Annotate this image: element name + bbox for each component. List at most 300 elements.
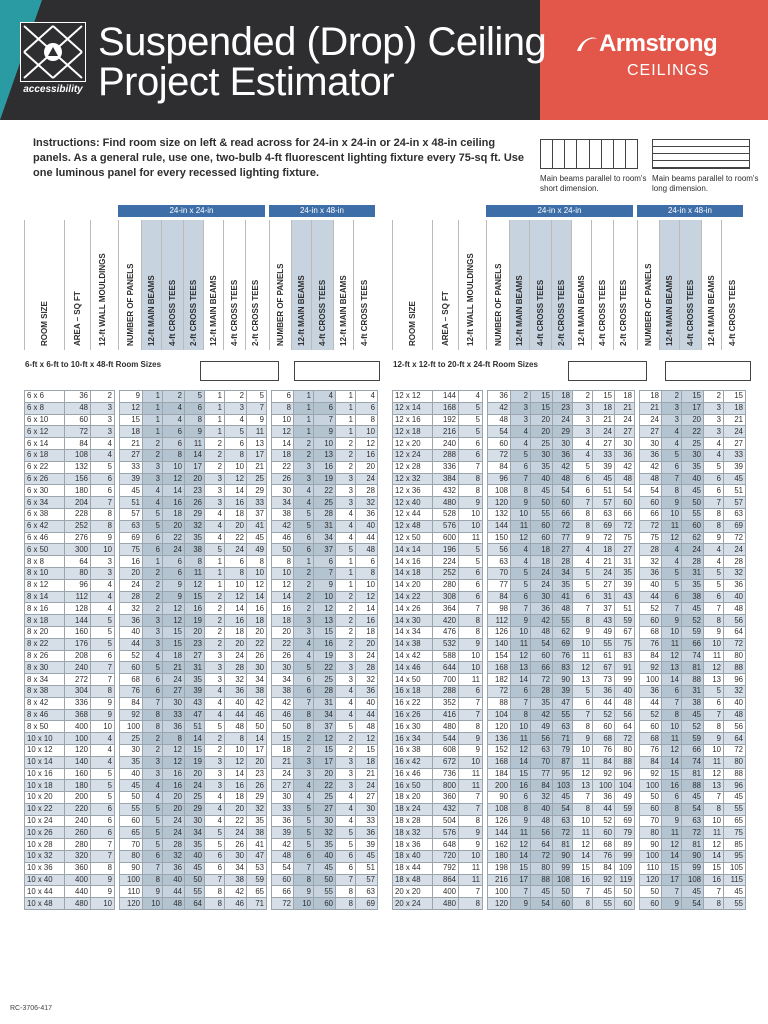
table-cell: 2 [704,391,724,403]
table-cell: 88 [615,756,635,768]
table-cell: 99 [553,862,573,874]
table-cell: 3 [704,426,724,438]
table-cell: 5 [91,638,115,650]
table-cell: 100 [640,851,662,863]
table-cell: 10 [704,815,724,827]
table-cell: 32 [185,520,205,532]
table-cell: 13 [511,662,531,674]
table-cell: 2 [294,733,314,745]
table-cell: 9 [459,638,483,650]
table-cell: 28 [553,556,573,568]
room-size-cell: 12 x 14 [393,402,433,414]
table-cell: 5 [91,780,115,792]
table-cell: 200 [65,792,91,804]
table-cell: 38 [247,685,267,697]
table-cell: 6 [143,851,163,863]
room-size-cell: 16 x 30 [393,721,433,733]
table-cell: 75 [615,532,635,544]
table-cell: 84 [593,756,615,768]
table-cell: 8 [459,615,483,627]
table-cell: 5 [662,567,682,579]
table-cell: 61 [593,650,615,662]
table-cell: 66 [640,508,662,520]
table-row [25,839,378,851]
table-cell: 39 [553,685,573,697]
table-cell: 7 [573,886,593,898]
table-cell: 15 [682,391,704,403]
table-cell: 198 [488,862,511,874]
table-cell: 10 [573,744,593,756]
table-cell: 15 [724,391,746,403]
table-cell: 162 [488,839,511,851]
table-cell: 432 [433,803,459,815]
table-cell: 63 [120,520,143,532]
table-cell: 20 [247,626,267,638]
table-cell: 3 [336,780,356,792]
table-cell: 100 [120,874,143,886]
table-row [393,414,746,426]
table-cell: 10 [704,638,724,650]
table-row [25,756,378,768]
table-cell: 3 [511,414,531,426]
table-cell: 17 [511,874,531,886]
table-cell: 8 [225,567,247,579]
table-row [393,473,746,485]
table-cell: 60 [640,803,662,815]
table-cell: 32 [225,674,247,686]
table-cell: 45 [247,532,267,544]
table-cell: 4 [573,544,593,556]
table-cell: 56 [615,709,635,721]
table-cell: 45 [682,485,704,497]
table-cell: 67 [593,662,615,674]
table-cell: 23 [247,768,267,780]
table-cell: 15 [531,402,553,414]
table-cell: 7 [704,497,724,509]
table-cell: 90 [488,792,511,804]
table-cell: 30 [356,803,378,815]
table-cell: 40 [225,697,247,709]
room-size-cell: 6 x 18 [25,449,65,461]
table-cell: 9 [459,827,483,839]
table-cell: 34 [314,709,336,721]
table-cell: 12 [573,839,593,851]
table-cell: 140 [488,638,511,650]
table-cell: 2 [225,391,247,403]
table-cell: 30 [531,449,553,461]
table-cell: 20 [247,756,267,768]
table-cell: 21 [356,768,378,780]
table-cell: 30 [225,851,247,863]
room-size-cell: 12 x 40 [393,497,433,509]
table-cell: 24 [163,674,185,686]
table-cell: 4 [205,532,225,544]
table-cell: 4 [459,391,483,403]
accessibility-label: accessibility [20,82,86,98]
table-cell: 352 [433,697,459,709]
table-cell: 5 [459,426,483,438]
table-cell: 4 [336,709,356,721]
table-cell: 6 [662,685,682,697]
table-cell: 63 [682,815,704,827]
table-cell: 4 [336,508,356,520]
table-cell: 54 [553,485,573,497]
table-cell: 720 [433,851,459,863]
table-cell: 4 [205,520,225,532]
table-cell: 6 [459,685,483,697]
table-cell: 48 [356,721,378,733]
table-cell: 24 [185,780,205,792]
table-cell: 8 [704,520,724,532]
table-cell: 11 [459,674,483,686]
table-cell: 6 [163,426,185,438]
table-cell: 3 [294,768,314,780]
table-cell: 37 [593,603,615,615]
table-cell: 63 [593,508,615,520]
table-cell: 99 [615,851,635,863]
table-cell: 24 [120,579,143,591]
table-cell: 60 [640,497,662,509]
table-cell: 192 [433,414,459,426]
table-cell: 4 [336,815,356,827]
table-cell: 10 [511,721,531,733]
table-row [25,792,378,804]
table-cell: 12 [511,532,531,544]
table-cell: 9 [163,591,185,603]
table-cell: 31 [185,662,205,674]
table-cell: 30 [314,815,336,827]
room-size-cell: 16 x 42 [393,756,433,768]
table-row [25,721,378,733]
table-cell: 30 [640,438,662,450]
room-size-cell: 14 x 26 [393,603,433,615]
table-cell: 66 [531,662,553,674]
table-cell: 7 [459,603,483,615]
table-cell: 6 [294,685,314,697]
table-cell: 2 [143,438,163,450]
table-cell: 24 [593,567,615,579]
room-size-cell: 10 x 16 [25,768,65,780]
table-cell: 17 [247,449,267,461]
table-cell: 27 [314,803,336,815]
table-row [25,532,378,544]
table-cell: 60 [593,827,615,839]
table-cell: 88 [682,674,704,686]
table-cell: 4 [143,650,163,662]
table-cell: 12 [511,744,531,756]
room-size-cell: 12 x 48 [393,520,433,532]
table-cell: 22 [272,638,294,650]
table-cell: 3 [205,497,225,509]
table-cell: 140 [65,756,91,768]
table-cell: 26 [225,839,247,851]
accessibility-logo [20,22,86,100]
room-size-cell: 12 x 12 [393,391,433,403]
table-cell: 14 [573,851,593,863]
table-cell: 27 [553,544,573,556]
column-header: 12-ft MAIN BEAMS [333,220,354,350]
table-cell: 66 [682,744,704,756]
table-cell: 4 [662,544,682,556]
table-cell: 6 [91,473,115,485]
table-cell: 70 [120,839,143,851]
table-cell: 240 [433,438,459,450]
table-cell: 3 [143,473,163,485]
table-cell: 32 [314,827,336,839]
table-cell: 71 [553,733,573,745]
table-cell: 150 [488,532,511,544]
table-cell: 33 [272,803,294,815]
table-cell: 25 [314,792,336,804]
column-headers-right [392,205,743,350]
table-cell: 2 [143,449,163,461]
table-cell: 19 [314,650,336,662]
table-row [393,851,746,863]
table-cell: 1 [143,414,163,426]
table-cell: 3 [294,473,314,485]
table-cell: 66 [615,508,635,520]
table-cell: 8 [91,520,115,532]
table-cell: 33 [120,461,143,473]
table-cell: 24 [593,426,615,438]
table-cell: 6 [91,827,115,839]
table-cell: 35 [314,839,336,851]
table-cell: 96 [724,780,746,792]
table-cell: 176 [65,638,91,650]
table-cell: 45 [553,792,573,804]
table-cell: 27 [593,579,615,591]
table-cell: 38 [247,827,267,839]
table-row [393,650,746,662]
table-cell: 48 [65,402,91,414]
table-cell: 28 [724,556,746,568]
table-cell: 2 [294,579,314,591]
table-cell: 24 [225,544,247,556]
table-cell: 72 [553,520,573,532]
table-cell: 9 [662,815,682,827]
table-cell: 76 [553,650,573,662]
table-cell: 72 [615,520,635,532]
table-cell: 8 [459,473,483,485]
table-cell: 33 [724,449,746,461]
table-cell: 10 [272,414,294,426]
table-cell: 9 [459,497,483,509]
table-cell: 9 [163,579,185,591]
table-cell: 59 [615,803,635,815]
table-cell: 4 [704,449,724,461]
room-size-cell: 6 x 42 [25,520,65,532]
table-cell: 84 [120,697,143,709]
table-cell: 3 [336,473,356,485]
room-size-cell: 8 x 8 [25,556,65,568]
table-cell: 44 [120,638,143,650]
table-cell: 55 [553,615,573,627]
table-cell: 420 [433,615,459,627]
table-cell: 8 [356,567,378,579]
table-cell: 8 [573,898,593,910]
table-cell: 12 [573,768,593,780]
table-cell: 5 [294,839,314,851]
table-cell: 336 [65,697,91,709]
table-row [393,780,746,792]
table-cell: 10 [225,579,247,591]
table-cell: 62 [553,626,573,638]
table-cell: 35 [185,839,205,851]
table-cell: 9 [511,815,531,827]
table-row [25,508,378,520]
table-cell: 9 [294,886,314,898]
table-cell: 12 [163,615,185,627]
table-cell: 2 [205,461,225,473]
table-row [25,579,378,591]
room-size-cell: 20 x 24 [393,898,433,910]
table-cell: 4 [294,485,314,497]
table-cell: 16 [163,768,185,780]
table-cell: 84 [488,591,511,603]
table-cell: 6 [511,792,531,804]
table-cell: 72 [593,532,615,544]
table-cell: 103 [553,780,573,792]
table-cell: 13 [314,615,336,627]
table-cell: 11 [185,567,205,579]
table-cell: 36 [615,449,635,461]
table-cell: 4 [91,438,115,450]
table-cell: 9 [185,426,205,438]
table-cell: 13 [704,674,724,686]
table-cell: 3 [336,497,356,509]
table-cell: 100 [120,721,143,733]
table-cell: 3 [294,461,314,473]
table-cell: 700 [433,674,459,686]
table-cell: 5 [573,461,593,473]
table-cell: 2 [205,438,225,450]
table-cell: 2 [336,603,356,615]
table-cell: 108 [488,803,511,815]
table-cell: 8 [662,485,682,497]
table-cell: 42 [553,461,573,473]
table-cell: 18 [615,391,635,403]
room-size-cell: 8 x 16 [25,603,65,615]
table-row [393,461,746,473]
table-cell: 53 [247,862,267,874]
table-cell: 92 [593,874,615,886]
table-cell: 79 [553,744,573,756]
table-cell: 72 [724,744,746,756]
table-cell: 13 [314,449,336,461]
table-cell: 108 [488,485,511,497]
table-cell: 3 [336,674,356,686]
room-size-cell: 12 x 28 [393,461,433,473]
table-row [25,556,378,568]
table-cell: 90 [120,862,143,874]
table-cell: 48 [225,721,247,733]
table-cell: 14 [185,733,205,745]
table-cell: 6 [336,851,356,863]
table-row [25,898,378,910]
table-cell: 18 [225,508,247,520]
table-cell: 11 [459,874,483,886]
table-cell: 4 [511,544,531,556]
room-size-cell: 10 x 32 [25,851,65,863]
table-cell: 1 [294,391,314,403]
column-header: 4-ft CROSS TEES [591,220,614,350]
room-size-cell: 20 x 20 [393,886,433,898]
table-cell: 96 [724,674,746,686]
table-cell: 5 [336,721,356,733]
table-cell: 36 [488,391,511,403]
table-cell: 44 [356,709,378,721]
table-cell: 48 [163,898,185,910]
room-size-cell: 14 x 20 [393,579,433,591]
room-size-cell: 14 x 46 [393,662,433,674]
table-cell: 24 [225,827,247,839]
table-cell: 32 [724,567,746,579]
table-cell: 2 [336,438,356,450]
table-cell: 43 [593,615,615,627]
table-cell: 20 [531,414,553,426]
room-size-cell: 10 x 22 [25,803,65,815]
table-cell: 7 [459,461,483,473]
table-cell: 18 [531,544,553,556]
table-cell: 3 [205,473,225,485]
table-cell: 90 [553,674,573,686]
table-cell: 6 [314,402,336,414]
table-cell: 5 [573,579,593,591]
room-size-cell: 16 x 26 [393,709,433,721]
table-cell: 23 [185,638,205,650]
table-cell: 5 [143,508,163,520]
table-cell: 34 [314,532,336,544]
table-cell: 120 [488,721,511,733]
table-cell: 19 [185,756,205,768]
table-row [393,839,746,851]
table-cell: 76 [120,685,143,697]
table-cell: 2 [205,626,225,638]
table-cell: 40 [531,473,553,485]
room-size-cell: 16 x 46 [393,768,433,780]
table-cell: 99 [682,862,704,874]
table-cell: 14 [511,851,531,863]
table-row [25,685,378,697]
table-cell: 6 [573,591,593,603]
table-cell: 9 [143,886,163,898]
table-cell: 4 [91,733,115,745]
table-cell: 15 [531,391,553,403]
room-size-cell: 18 x 20 [393,792,433,804]
table-cell: 38 [225,874,247,886]
table-row [25,485,378,497]
column-header: 4-ft CROSS TEES [529,220,552,350]
table-cell: 75 [120,544,143,556]
table-cell: 9 [662,898,682,910]
table-cell: 11 [662,638,682,650]
table-cell: 6 [143,544,163,556]
table-cell: 9 [459,839,483,851]
table-cell: 14 [662,756,682,768]
room-size-cell: 10 x 28 [25,839,65,851]
table-cell: 5 [336,544,356,556]
table-cell: 4 [294,497,314,509]
table-cell: 2 [294,449,314,461]
table-cell: 8 [294,709,314,721]
table-cell: 24 [356,473,378,485]
table-cell: 18 [163,508,185,520]
table-cell: 29 [247,485,267,497]
table-cell: 14 [225,603,247,615]
table-cell: 35 [120,756,143,768]
table-cell: 8 [511,485,531,497]
table-cell: 40 [185,851,205,863]
